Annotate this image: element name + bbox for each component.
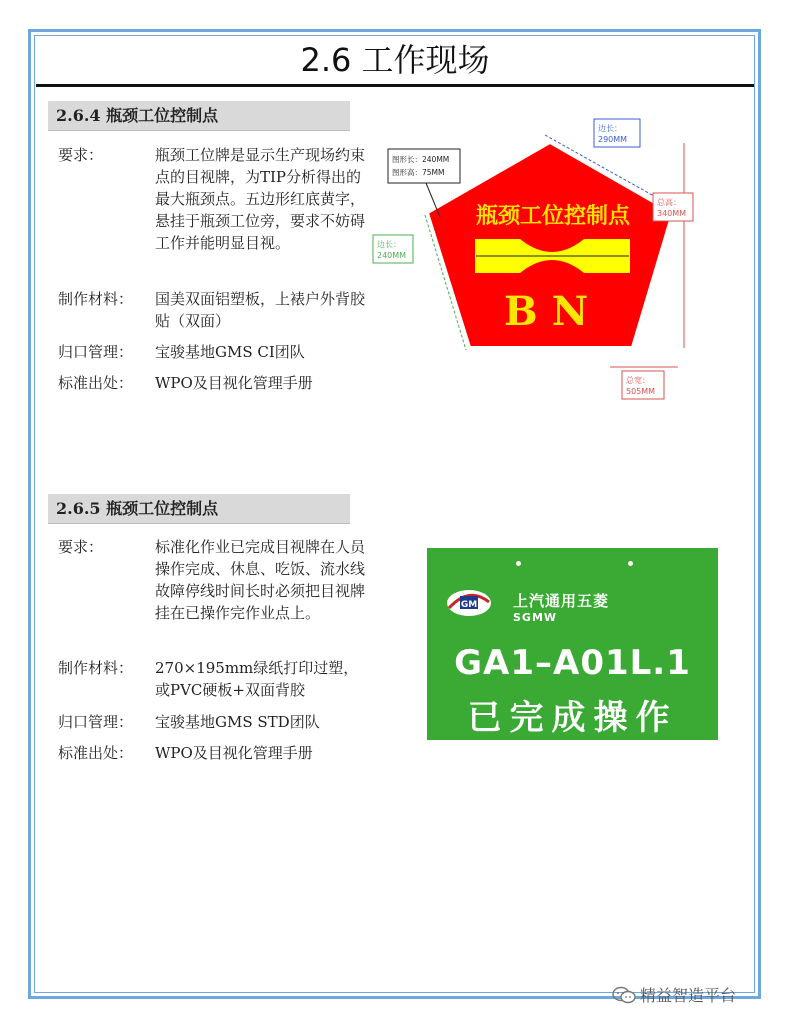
sgmw-logo-icon bbox=[445, 588, 493, 618]
row-label: 归口管理： bbox=[58, 343, 134, 361]
row-label: 制作材料： bbox=[58, 659, 134, 677]
row-label: 标准出处： bbox=[58, 374, 134, 392]
row-value: 标准化作业已完成目视牌在人员操作完成、休息、吃饭、流水线故障停线时间长时必须把目视牌挂在已操作完作业点上。 bbox=[155, 538, 366, 622]
wechat-icon bbox=[612, 986, 636, 1004]
section-heading-265: 2.6.5 瓶颈工位控制点 bbox=[48, 494, 350, 524]
hanging-hole bbox=[628, 561, 633, 566]
row-value: 270×195mm绿纸打印过塑，或PVC硬板+双面背胶 bbox=[155, 659, 359, 699]
row-value: 宝骏基地GMS CI团队 bbox=[155, 343, 305, 361]
page-title: 2.6 工作现场 bbox=[300, 41, 490, 79]
watermark-text: 精益智造平台 bbox=[640, 986, 737, 1005]
row-value: 宝骏基地GMS STD团队 bbox=[155, 713, 320, 731]
logo-text: GM bbox=[460, 600, 478, 610]
total-width-label: 总宽： bbox=[626, 376, 650, 385]
row-value: WPO及目视化管理手册 bbox=[155, 744, 313, 762]
row-label: 制作材料： bbox=[58, 290, 134, 308]
section-heading-264: 2.6.4 瓶颈工位控制点 bbox=[48, 101, 350, 131]
row-label: 要求： bbox=[58, 538, 104, 556]
watermark bbox=[612, 983, 736, 1006]
status-text: 已完成操作 bbox=[467, 698, 678, 738]
row-label: 归口管理： bbox=[58, 713, 134, 731]
title-rule bbox=[36, 84, 754, 87]
row-label: 要求： bbox=[58, 146, 104, 164]
row-value: 瓶颈工位牌是显示生产现场约束点的目视牌，为TIP分析得出的最大瓶颈点。五边形红底黄字，悬挂于瓶颈工位旁，要求不妨碍工作并能明显目视。 bbox=[155, 146, 366, 252]
edge-top-value: 290MM bbox=[598, 135, 628, 144]
pentagon-letters: BN bbox=[503, 288, 603, 335]
total-width-value: 505MM bbox=[626, 387, 656, 396]
figure-length-label: 图形长：240MM bbox=[392, 155, 450, 164]
edge-left-label: 边长： bbox=[377, 240, 401, 249]
figure-height-label: 图形高：75MM bbox=[392, 168, 445, 177]
total-height-value: 340MM bbox=[657, 209, 687, 218]
edge-top-label: 边长： bbox=[598, 124, 622, 133]
pentagon-text: 瓶颈工位控制点 bbox=[475, 204, 631, 229]
row-value: 国美双面铝塑板，上裱户外背胶贴（双面） bbox=[155, 290, 366, 330]
station-code: GA1–A01L.1 bbox=[454, 643, 691, 683]
total-height-label: 总高： bbox=[657, 198, 681, 207]
hanging-hole bbox=[516, 561, 521, 566]
row-value: WPO及目视化管理手册 bbox=[155, 374, 313, 392]
brand-name-en: SGMW bbox=[513, 611, 558, 624]
completed-operation-sign bbox=[427, 548, 718, 740]
brand-name-cn: 上汽通用五菱 bbox=[513, 592, 610, 610]
pentagon-sign-figure bbox=[370, 105, 695, 415]
edge-left-value: 240MM bbox=[377, 251, 407, 260]
row-label: 标准出处： bbox=[58, 744, 134, 762]
